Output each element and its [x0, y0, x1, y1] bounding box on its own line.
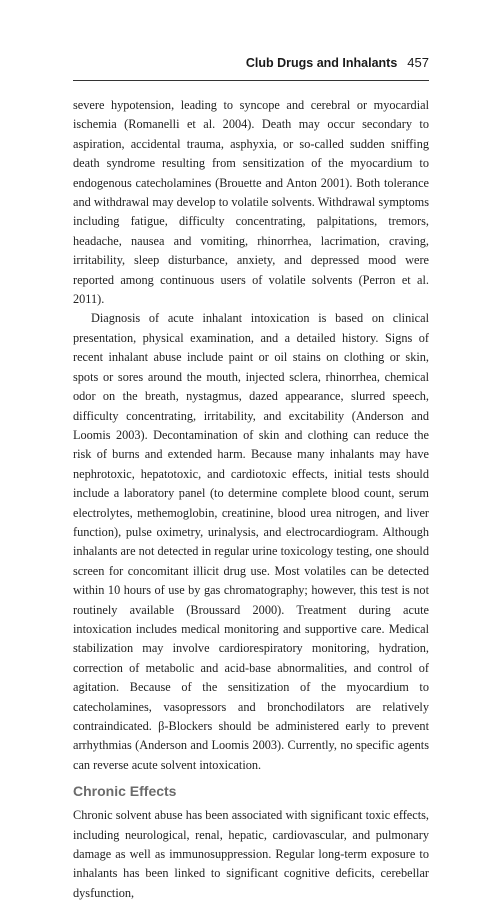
- page-number: 457: [407, 55, 429, 70]
- paragraph-3: Chronic solvent abuse has been associated with significant toxic effects, including neurological, renal, hepatic, cardiovascular, and pulmonary damage as well as immunosuppression. Regular long-term exposure to inhalants has been linked to significant cognitive deficits, cerebellar dysfunction,: [73, 808, 429, 900]
- section-heading: Chronic Effects: [73, 783, 177, 800]
- chapter-title: Club Drugs and Inhalants: [245, 56, 398, 70]
- running-header: [73, 55, 429, 71]
- paragraph-1: severe hypotension, leading to syncope and cerebral or myocardial ischemia (Romanelli et al. 2004). Death may occur secondary to aspiration, accidental trauma, asphyxia, or so-called sudden sniffing death syndrome resulting from sensitization of the myocardium to endogenous catecholamines (Brouette and Anton 2001). Both tolerance and withdrawal may develop to volatile solvents. Withdrawal symptoms including fatigue, difficulty concentrating, palpitations, tremors, headache, nausea and vomiting, rhinorrhea, lacrimation, craving, irritability, sleep disturbance, anxiety, and depressed mood were reported among continuous users of volatile solvents (Perron et al. 2011).: [73, 98, 429, 307]
- paragraph-2: Diagnosis of acute inhalant intoxication is based on clinical presentation, physical examination, and a detailed history. Signs of recent inhalant abuse include paint or oil stains on clothing or skin, spots or sores around the mouth, injected sclera, rhinorrhea, chemical odor on the breath, nystagmus, dazed appearance, slurred speech, difficulty concentrating, irritability, and excitability (Anderson and Loomis 2003). Decontamination of skin and clothing can reduce the risk of burns and extended harm. Because many inhalants may have nephrotoxic, hepatotoxic, and cardiotoxic effects, initial tests should include a laboratory panel (to determine complete blood count, serum electrolytes, methemoglobin, creatinine, blood urea nitrogen, and liver function), pulse oximetry, urinalysis, and electrocardiogram. Although inhalants are not detected in regular urine toxicology testing, one should screen for concomitant illicit drug use. Most volatiles can be detected within 10 hours of use by gas chromatography; however, this test is not routinely available (Broussard 2000). Treatment during acute intoxication includes medical monitoring and supportive care. Medical stabilization may involve cardiorespiratory monitoring, hydration, correction of metabolic and acid-base abnormalities, and control of agitation. Because of the sensitization of the myocardium to catecholamines, vasopressors and bronchodilators are relatively contraindicated. β-Blockers should be administered early to prevent arrhythmias (Anderson and Loomis 2003). Currently, no specific agents can reverse acute solvent intoxication.: [73, 311, 429, 772]
- header-rule: [73, 80, 429, 81]
- body-text: [73, 96, 429, 903]
